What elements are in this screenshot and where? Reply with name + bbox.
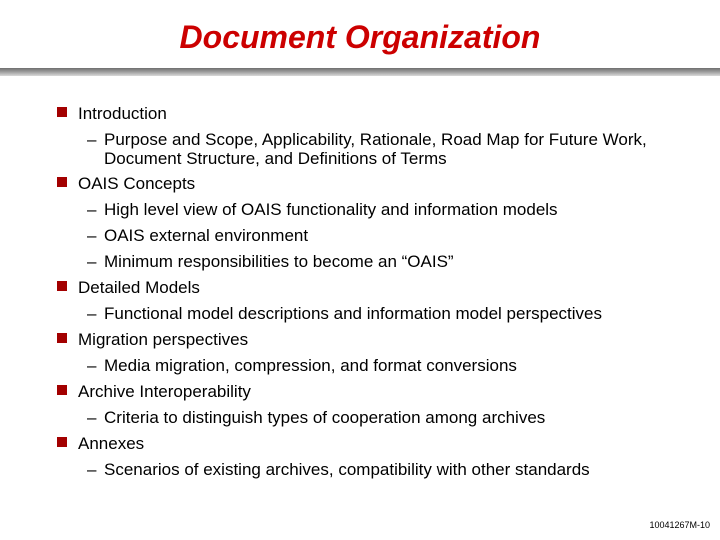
bullet-item-annexes [0, 431, 720, 457]
bullet-text: Detailed Models [78, 278, 200, 297]
bullet-list [0, 101, 720, 483]
square-bullet-icon [57, 107, 67, 117]
slide-title: Document Organization [179, 19, 541, 55]
sub-bullet-item [0, 301, 720, 327]
bullet-text: Annexes [78, 434, 145, 453]
dash-bullet-icon: – [87, 130, 97, 149]
sub-bullet-item [0, 249, 720, 275]
bullet-item-detailed-models [0, 275, 720, 301]
square-bullet-icon [57, 385, 67, 395]
sub-bullet-item [0, 457, 720, 483]
sub-bullet-text: Functional model descriptions and information model perspectives [104, 304, 602, 323]
bullet-item-introduction [0, 101, 720, 127]
bullet-item-archive-interoperability [0, 379, 720, 405]
sub-bullet-item [0, 405, 720, 431]
square-bullet-icon [57, 333, 67, 343]
dash-bullet-icon: – [87, 252, 97, 271]
dash-bullet-icon: – [87, 226, 97, 245]
dash-bullet-icon: – [87, 200, 97, 219]
sub-bullet-text: OAIS external environment [104, 226, 309, 245]
sub-bullet-text: Scenarios of existing archives, compatibility with other standards [104, 460, 590, 479]
bullet-text: Archive Interoperability [78, 382, 251, 401]
bullet-item-migration-perspectives [0, 327, 720, 353]
sub-bullet-item [0, 127, 720, 171]
sub-bullet-text: Minimum responsibilities to become an “OAIS” [104, 252, 454, 271]
slide-footer-id: 10041267M-10 [649, 520, 710, 530]
sub-bullet-item [0, 223, 720, 249]
bullet-item-oais-concepts [0, 171, 720, 197]
sub-bullet-text: Purpose and Scope, Applicability, Rationale, Road Map for Future Work, Document Structure, and Definitions of Terms [104, 130, 647, 168]
dash-bullet-icon: – [87, 356, 97, 375]
bullet-text: OAIS Concepts [78, 174, 196, 193]
square-bullet-icon [57, 281, 67, 291]
sub-bullet-item [0, 197, 720, 223]
sub-bullet-text: High level view of OAIS functionality and information models [104, 200, 558, 219]
sub-bullet-item [0, 353, 720, 379]
title-divider [0, 68, 720, 76]
sub-bullet-text: Criteria to distinguish types of cooperation among archives [104, 408, 546, 427]
square-bullet-icon [57, 437, 67, 447]
bullet-text: Migration perspectives [78, 330, 249, 349]
bullet-text: Introduction [78, 104, 167, 123]
dash-bullet-icon: – [87, 408, 97, 427]
dash-bullet-icon: – [87, 460, 97, 479]
dash-bullet-icon: – [87, 304, 97, 323]
square-bullet-icon [57, 177, 67, 187]
sub-bullet-text: Media migration, compression, and format conversions [104, 356, 517, 375]
